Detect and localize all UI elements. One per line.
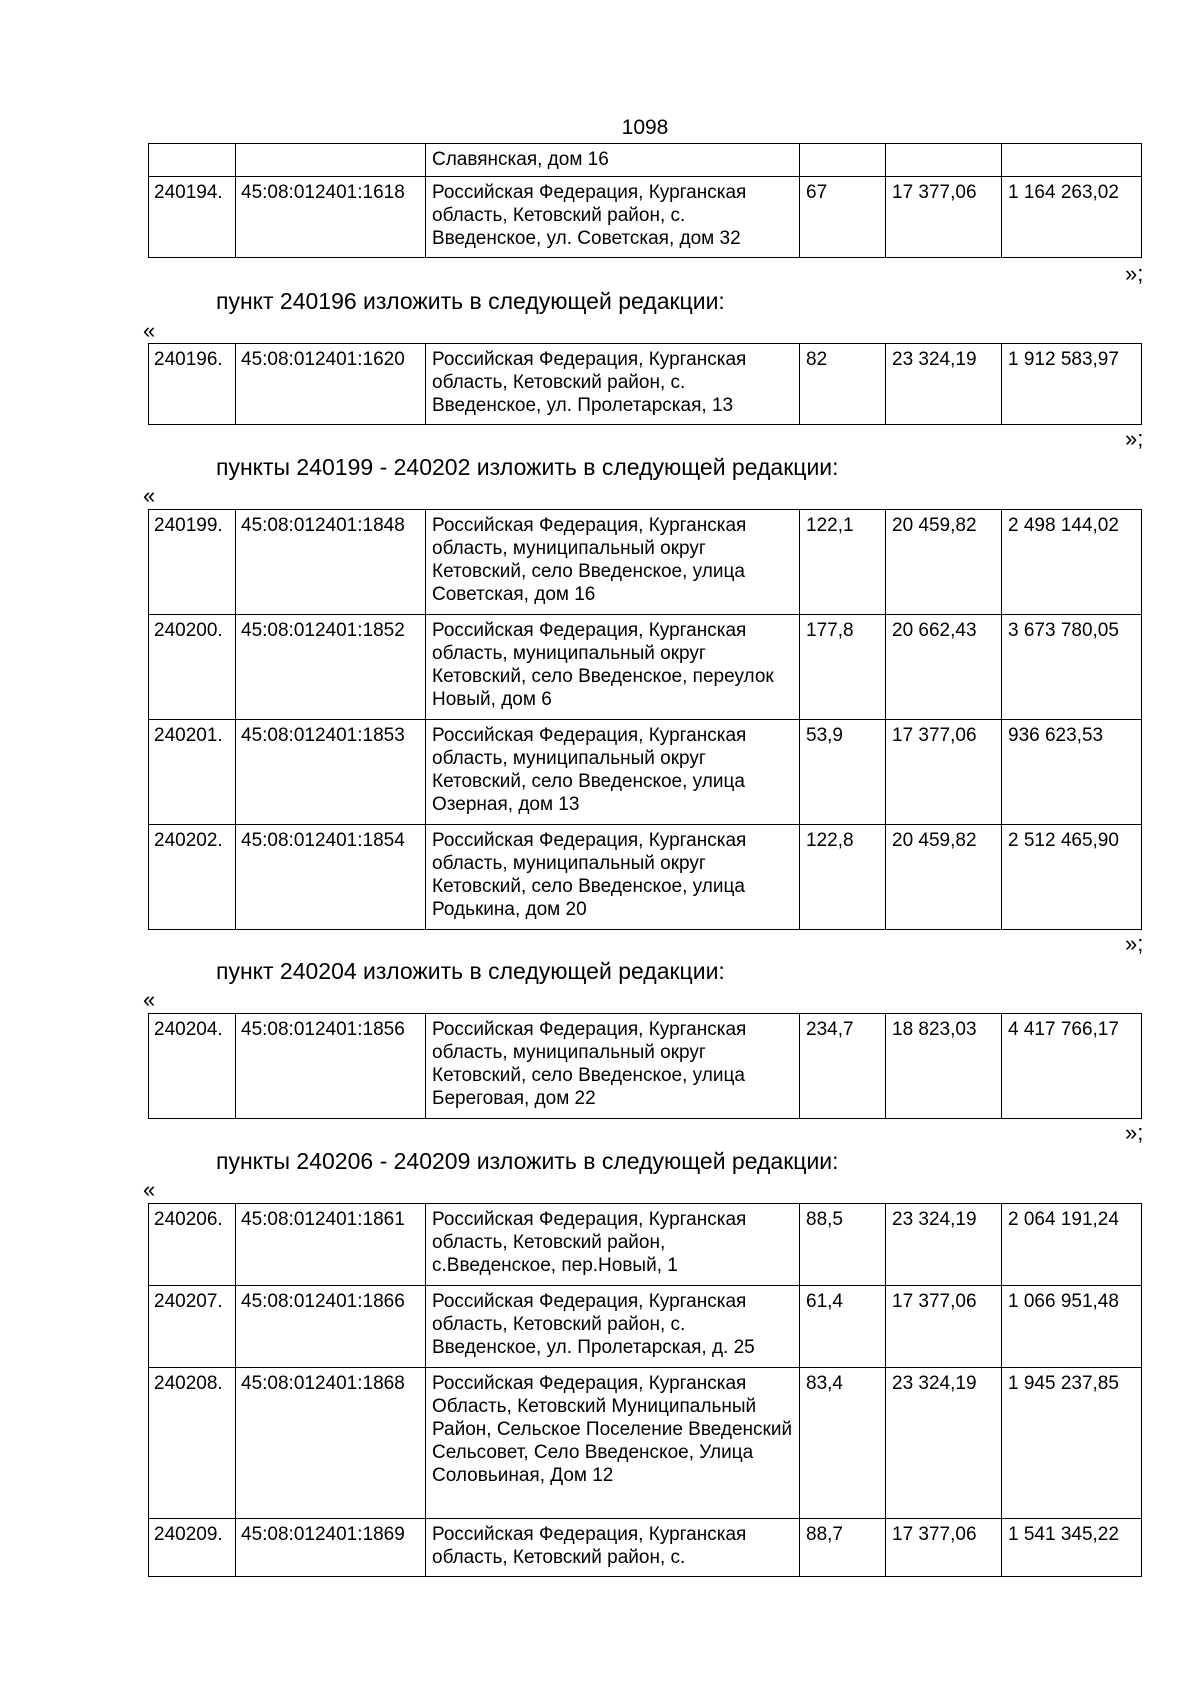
- cell-cadastral-number: 45:08:012401:1868: [236, 1368, 426, 1519]
- cell-number: 240196.: [149, 344, 236, 425]
- instruction-text: пункт 240204 изложить в следующей редакции:: [216, 958, 725, 984]
- cell-area: 234,7: [800, 1014, 886, 1119]
- cell-price: 23 324,19: [886, 1204, 1002, 1286]
- cell-address: Славянская, дом 16: [426, 144, 800, 177]
- property-table: [148, 1203, 1142, 1577]
- cell-cadastral-number: 45:08:012401:1869: [236, 1519, 426, 1577]
- cell-area: 88,7: [800, 1519, 886, 1577]
- cell-address: Российская Федерация, Курганская область, Кетовский район, с. Введенское, ул. Пролетарская, д. 25: [426, 1286, 800, 1368]
- cell-number: 240202.: [149, 825, 236, 930]
- closing-quote: »;: [1125, 931, 1144, 956]
- cell-total: 2 512 465,90: [1002, 825, 1142, 930]
- table-row: [149, 177, 1142, 258]
- cell-total: 3 673 780,05: [1002, 615, 1142, 720]
- property-table: [148, 343, 1142, 425]
- cell-address: Российская Федерация, Курганская область, муниципальный округ Кетовский, село Введенское, улица Советская, дом 16: [426, 510, 800, 615]
- cell-cadastral-number: 45:08:012401:1856: [236, 1014, 426, 1119]
- cell-total: 2 498 144,02: [1002, 510, 1142, 615]
- table-row: [149, 510, 1142, 615]
- cell-number: 240201.: [149, 720, 236, 825]
- table-row: [149, 1286, 1142, 1368]
- cell-price: 20 459,82: [886, 510, 1002, 615]
- cell-total: 2 064 191,24: [1002, 1204, 1142, 1286]
- cell-total: 1 066 951,48: [1002, 1286, 1142, 1368]
- property-table: [148, 143, 1142, 258]
- table-row: [149, 615, 1142, 720]
- table-row: [149, 1519, 1142, 1577]
- cell-number: 240207.: [149, 1286, 236, 1368]
- cell-address: Российская Федерация, Курганская область, муниципальный округ Кетовский, село Введенское, улица Родькина, дом 20: [426, 825, 800, 930]
- opening-quote: «: [143, 483, 156, 508]
- cell-number: [149, 144, 236, 177]
- cell-address: Российская Федерация, Курганская область, Кетовский район, с. Введенское, ул. Пролетарская, 13: [426, 344, 800, 425]
- cell-address: Российская Федерация, Курганская область, муниципальный округ Кетовский, село Введенское, улица Озерная, дом 13: [426, 720, 800, 825]
- cell-address: Российская Федерация, Курганская область, Кетовский район, с. Введенское, ул. Советская, дом 32: [426, 177, 800, 258]
- cell-area: 88,5: [800, 1204, 886, 1286]
- cell-area: 122,8: [800, 825, 886, 930]
- cell-total: 1 541 345,22: [1002, 1519, 1142, 1577]
- closing-quote: »;: [1125, 261, 1144, 286]
- cell-area: 83,4: [800, 1368, 886, 1519]
- cell-price: [886, 144, 1002, 177]
- cell-total: 936 623,53: [1002, 720, 1142, 825]
- cell-number: 240206.: [149, 1204, 236, 1286]
- cell-address: Российская Федерация, Курганская Область, Кетовский Муниципальный Район, Сельское Поселение Введенский Сельсовет, Село Введенское, Улица Соловьиная, Дом 12: [426, 1368, 800, 1519]
- page-number: 1098: [621, 116, 669, 139]
- cell-address: Российская Федерация, Курганская область, Кетовский район, с.: [426, 1519, 800, 1577]
- opening-quote: «: [143, 1177, 156, 1202]
- cell-total: 1 912 583,97: [1002, 344, 1142, 425]
- cell-cadastral-number: 45:08:012401:1848: [236, 510, 426, 615]
- table-row: [149, 1014, 1142, 1119]
- cell-number: 240208.: [149, 1368, 236, 1519]
- cell-cadastral-number: 45:08:012401:1620: [236, 344, 426, 425]
- cell-area: 67: [800, 177, 886, 258]
- cell-price: 23 324,19: [886, 344, 1002, 425]
- cell-price: 17 377,06: [886, 1286, 1002, 1368]
- cell-area: 61,4: [800, 1286, 886, 1368]
- cell-price: 20 459,82: [886, 825, 1002, 930]
- cell-price: 17 377,06: [886, 1519, 1002, 1577]
- table-row: [149, 1368, 1142, 1519]
- instruction-text: пункт 240196 изложить в следующей редакции:: [216, 288, 725, 314]
- closing-quote: »;: [1125, 1120, 1144, 1145]
- table-row: [149, 344, 1142, 425]
- cell-cadastral-number: 45:08:012401:1853: [236, 720, 426, 825]
- cell-price: 17 377,06: [886, 177, 1002, 258]
- cell-area: 82: [800, 344, 886, 425]
- cell-cadastral-number: 45:08:012401:1854: [236, 825, 426, 930]
- cell-cadastral-number: 45:08:012401:1866: [236, 1286, 426, 1368]
- cell-price: 20 662,43: [886, 615, 1002, 720]
- cell-area: 177,8: [800, 615, 886, 720]
- table-row: [149, 825, 1142, 930]
- cell-number: 240199.: [149, 510, 236, 615]
- cell-total: [1002, 144, 1142, 177]
- cell-address: Российская Федерация, Курганская область, Кетовский район, с.Введенское, пер.Новый, 1: [426, 1204, 800, 1286]
- cell-address: Российская Федерация, Курганская область, муниципальный округ Кетовский, село Введенское, улица Береговая, дом 22: [426, 1014, 800, 1119]
- cell-price: 18 823,03: [886, 1014, 1002, 1119]
- cell-price: 23 324,19: [886, 1368, 1002, 1519]
- table-row: [149, 720, 1142, 825]
- cell-total: 1 945 237,85: [1002, 1368, 1142, 1519]
- cell-number: 240200.: [149, 615, 236, 720]
- cell-cadastral-number: [236, 144, 426, 177]
- table-row: [149, 1204, 1142, 1286]
- cell-area: [800, 144, 886, 177]
- cell-number: 240194.: [149, 177, 236, 258]
- table-row: [149, 144, 1142, 177]
- property-table: [148, 509, 1142, 930]
- opening-quote: «: [143, 987, 156, 1012]
- cell-cadastral-number: 45:08:012401:1852: [236, 615, 426, 720]
- closing-quote: »;: [1125, 426, 1144, 451]
- cell-number: 240209.: [149, 1519, 236, 1577]
- cell-total: 1 164 263,02: [1002, 177, 1142, 258]
- cell-area: 53,9: [800, 720, 886, 825]
- cell-total: 4 417 766,17: [1002, 1014, 1142, 1119]
- property-table: [148, 1013, 1142, 1119]
- instruction-text: пункты 240206 - 240209 изложить в следующей редакции:: [216, 1148, 839, 1174]
- cell-area: 122,1: [800, 510, 886, 615]
- opening-quote: «: [143, 318, 156, 343]
- instruction-text: пункты 240199 - 240202 изложить в следующей редакции:: [216, 454, 839, 480]
- cell-cadastral-number: 45:08:012401:1618: [236, 177, 426, 258]
- cell-address: Российская Федерация, Курганская область, муниципальный округ Кетовский, село Введенское, переулок Новый, дом 6: [426, 615, 800, 720]
- cell-number: 240204.: [149, 1014, 236, 1119]
- cell-price: 17 377,06: [886, 720, 1002, 825]
- cell-cadastral-number: 45:08:012401:1861: [236, 1204, 426, 1286]
